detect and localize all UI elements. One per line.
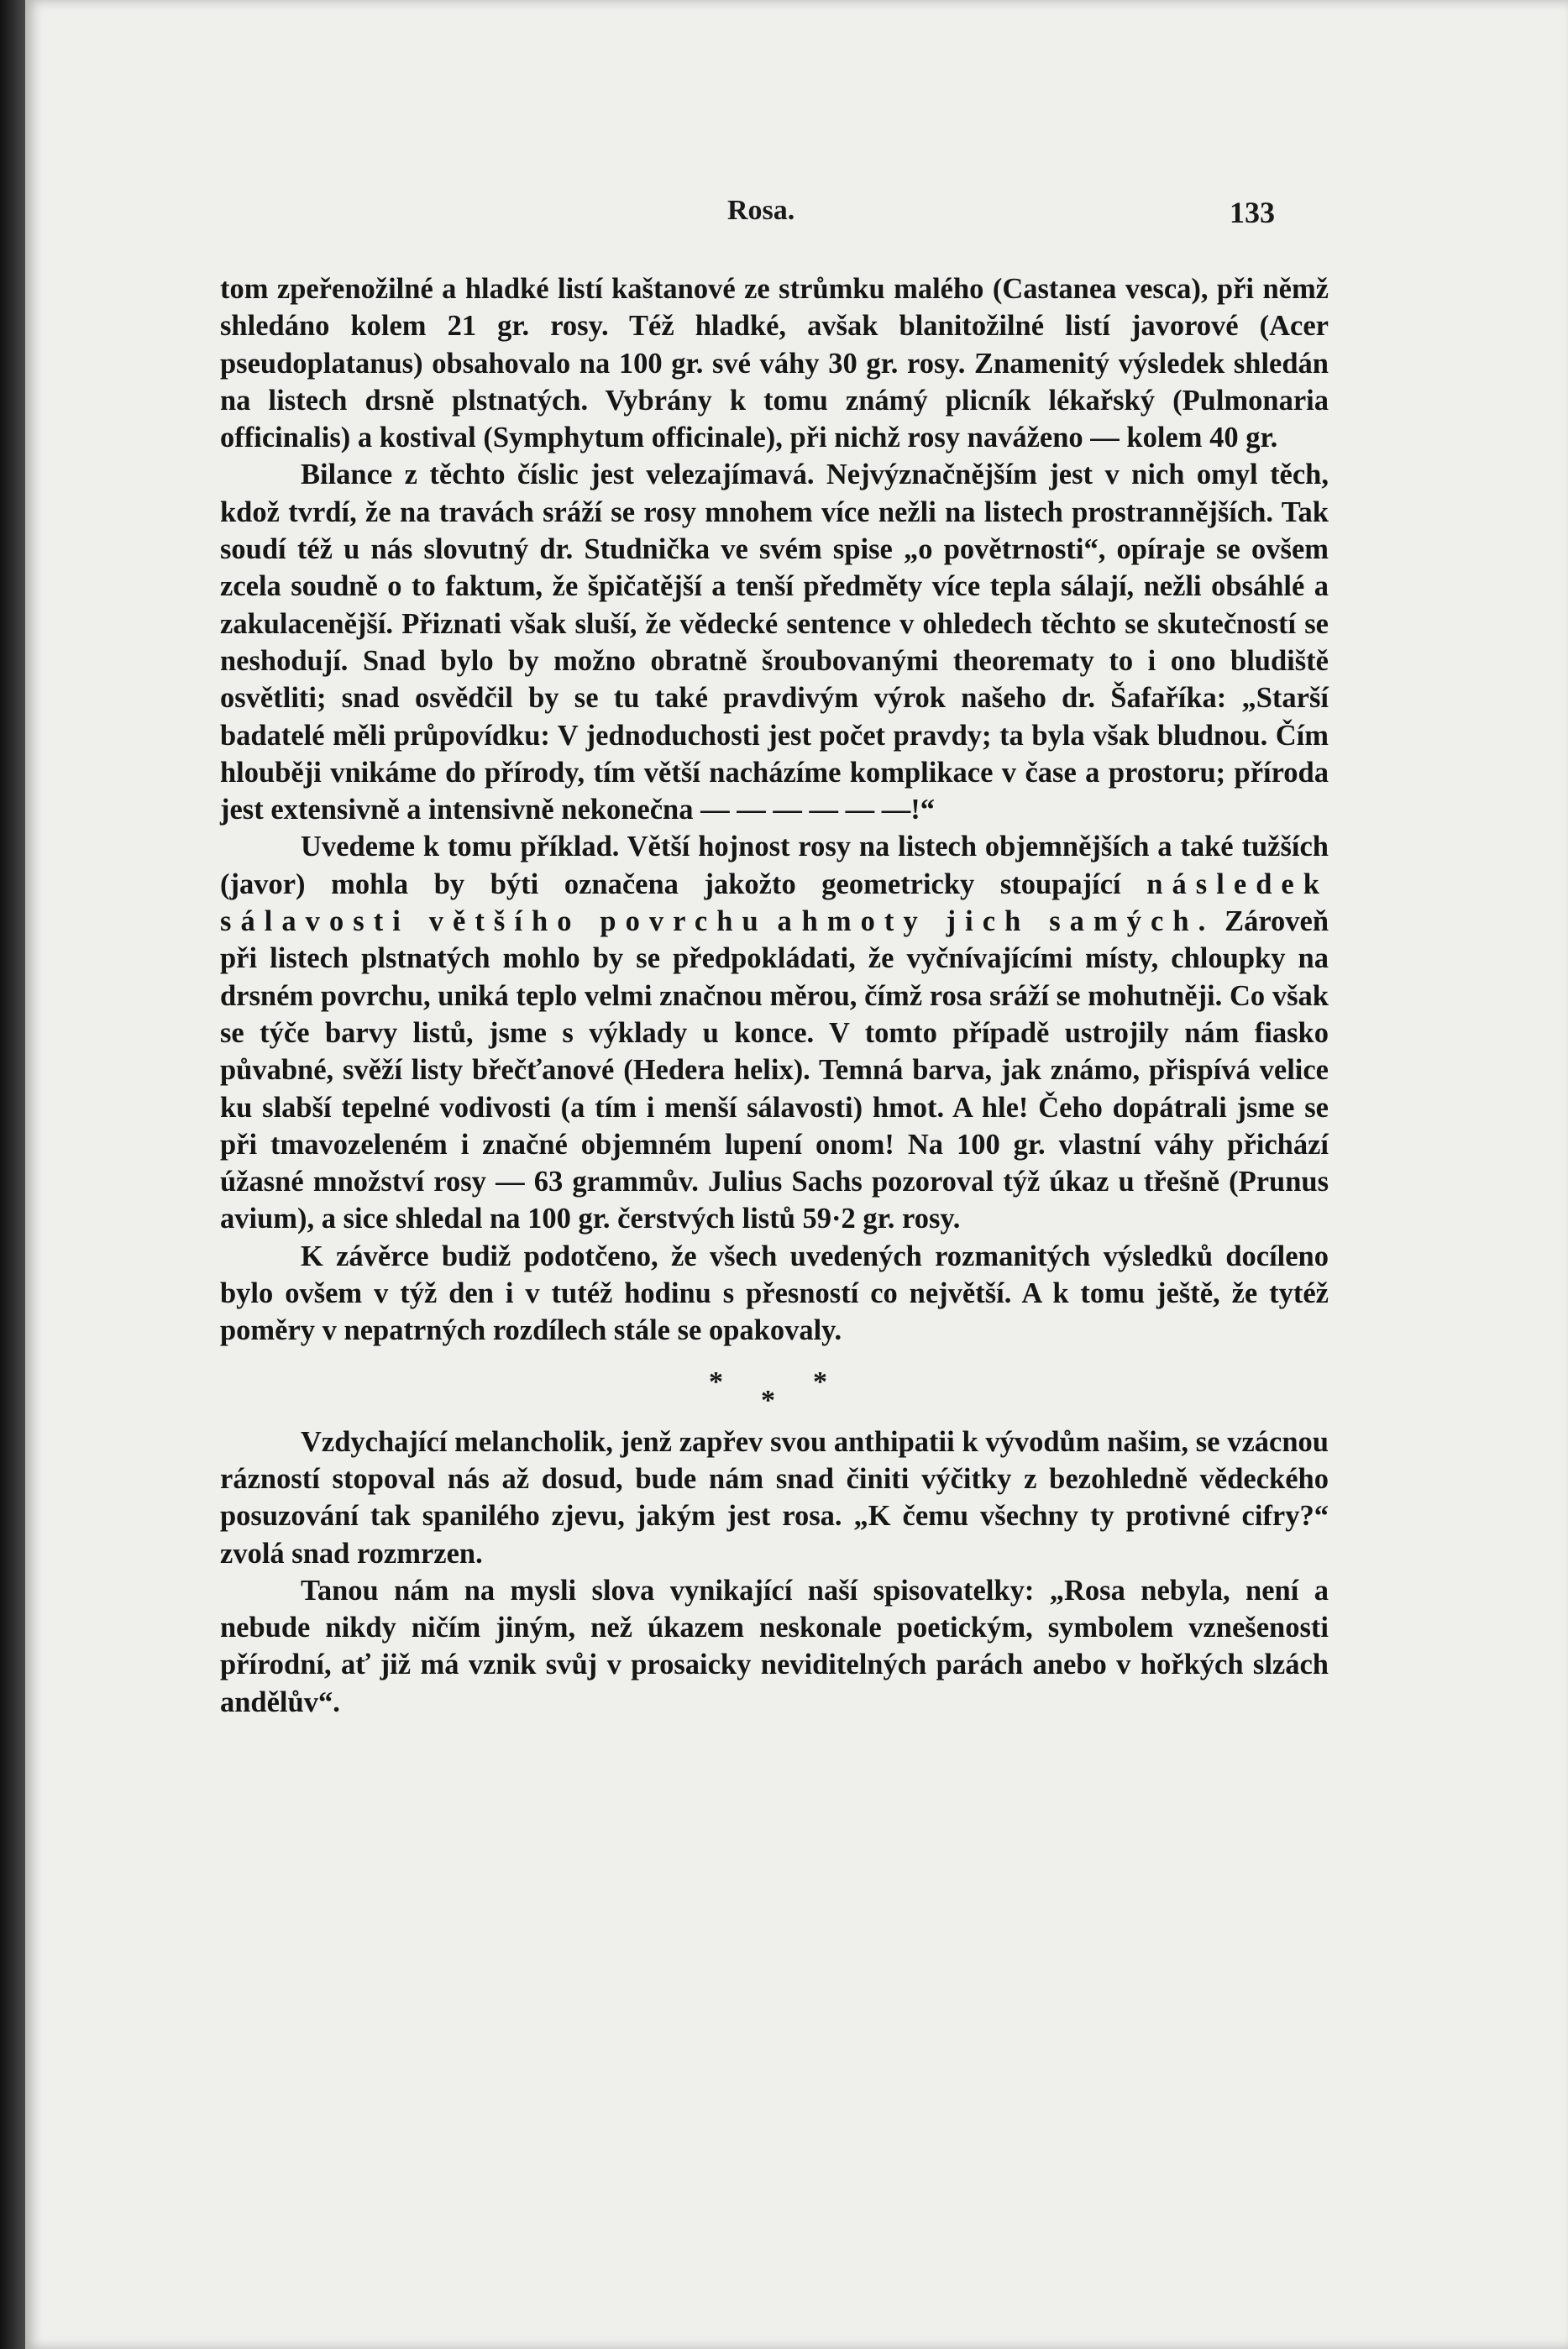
body-text bbox=[220, 270, 1329, 1721]
paragraph-2: Bilance z těchto číslic jest velezajímavá. Nejvýznačnějším jest v nich omyl těch, kdož tvrdí, že na travách sráží se rosy mnohem více nežli na listech prostrannějších. Tak soudí též u nás slovutný dr. Studnička ve svém spise „o povětrnosti“, opíraje se ovšem zcela soudně o to faktum, že špičatější a tenší předměty více tepla sálají, nežli obsáhlé a zakulacenější. Přiznati však sluší, že vědecké sentence v ohledech těchto se skutečností se neshodují. Snad bylo by možno obratně šroubovanými theorematy to i ono bludiště osvětliti; snad osvědčil by se tu také pravdivým výrok našeho dr. Šafaříka: „Starší badatelé měli průpovídku: V jednoduchosti jest počet pravdy; ta byla však bludnou. Čím hlouběji vnikáme do přírody, tím větší nacházíme komplikace v čase a prostoru; příroda jest extensivně a intensivně nekonečna — — — — — —!“ bbox=[220, 459, 1329, 826]
page-header bbox=[25, 195, 1568, 245]
paragraph-6: Tanou nám na mysli slova vynikající naší spisovatelky: „Rosa nebyla, není a nebude nikdy ničím jiným, než úkazem neskonale poetickým, symbolem vznešenosti přírodní, ať již má vznik svůj v prosaicky neviditelných parách anebo v hořkých slzách andělův“. bbox=[220, 1574, 1329, 1718]
section-separator bbox=[220, 1350, 1329, 1424]
paragraph-3-text-c: Zároveň při listech plstnatých mohlo by se předpokládati, že vyčnívajícími místy, chloupky na drsném povrchu, uniká teplo velmi značnou měrou, čímž rosa sráží se mohutněji. Co však se týče barvy listů, jsme s výklady u konce. V tomto případě ustrojily nám fiasko půvabné, svěží listy břečťanové (Hedera helix). Temná barva, jak známo, přispívá velice ku slabší tepelné vodivosti (a tím i menší sálavosti) hmot. A hle! Čeho dopátrali jsme se při tmavozeleném i značné objemném lupení onom! Na 100 gr. vlastní váhy přichází úžasné množství rosy — 63 grammův. Julius Sachs pozoroval týž úkaz u třešně (Prunus avium), a sice shledal na 100 gr. čerstvých listů 59·2 gr. rosy. bbox=[220, 905, 1329, 1235]
paragraph-3 bbox=[220, 828, 1329, 1237]
spaced-emphasis-1: následek sálavosti většího povrchu bbox=[220, 868, 1329, 938]
paragraph-3-text-a: Uvedeme k tomu příklad. Větší hojnost rosy na listech objemnějších a také tužších (javor) mohla by býti označena jakožto geometricky stoupající bbox=[220, 831, 1329, 900]
page-gutter-shadow bbox=[0, 0, 25, 2349]
spaced-emphasis-2: hmoty jich samých. bbox=[801, 905, 1215, 938]
paragraph-3-text-b: a bbox=[777, 905, 792, 938]
running-title: Rosa. bbox=[727, 195, 795, 226]
paragraph-5: Vzdychající melancholik, jenž zapřev svou anthipatii k vývodům našim, se vzácnou rázností stopoval nás až dosud, bude nám snad činiti výčitky z bezohledně vědeckého posuzování tak spanilého zjevu, jakým jest rosa. „K čemu všechny ty protivné cifry?“ zvolá snad rozmrzen. bbox=[220, 1425, 1329, 1570]
separator-star-bottom: * bbox=[761, 1384, 775, 1416]
paragraph-1: tom zpeřenožilné a hladké listí kaštanové ze strůmku malého (Castanea vesca), při němž shledáno kolem 21 gr. rosy. Též hladké, avšak blanitožilné listí javorové (Acer pseudoplatanus) obsahovalo na 100 gr. své váhy 30 gr. rosy. Znamenitý výsledek shledán na listech drsně plstnatých. Vybrány k tomu známý plicník lékařský (Pulmonaria officinalis) a kostival (Symphytum officinale), při nichž rosy naváženo — kolem 40 gr. bbox=[220, 273, 1329, 454]
separator-star-left: * bbox=[709, 1366, 723, 1397]
book-page bbox=[25, 0, 1568, 2349]
page-number: 133 bbox=[1230, 196, 1275, 229]
paragraph-4: K závěrce budiž podotčeno, že všech uvedených rozmanitých výsledků docíleno bylo ovšem v týž den i v tutéž hodinu s přesností co největší. A k tomu ještě, že tytéž poměry v nepatrných rozdílech stále se opakovaly. bbox=[220, 1240, 1329, 1347]
separator-star-right: * bbox=[813, 1366, 827, 1397]
